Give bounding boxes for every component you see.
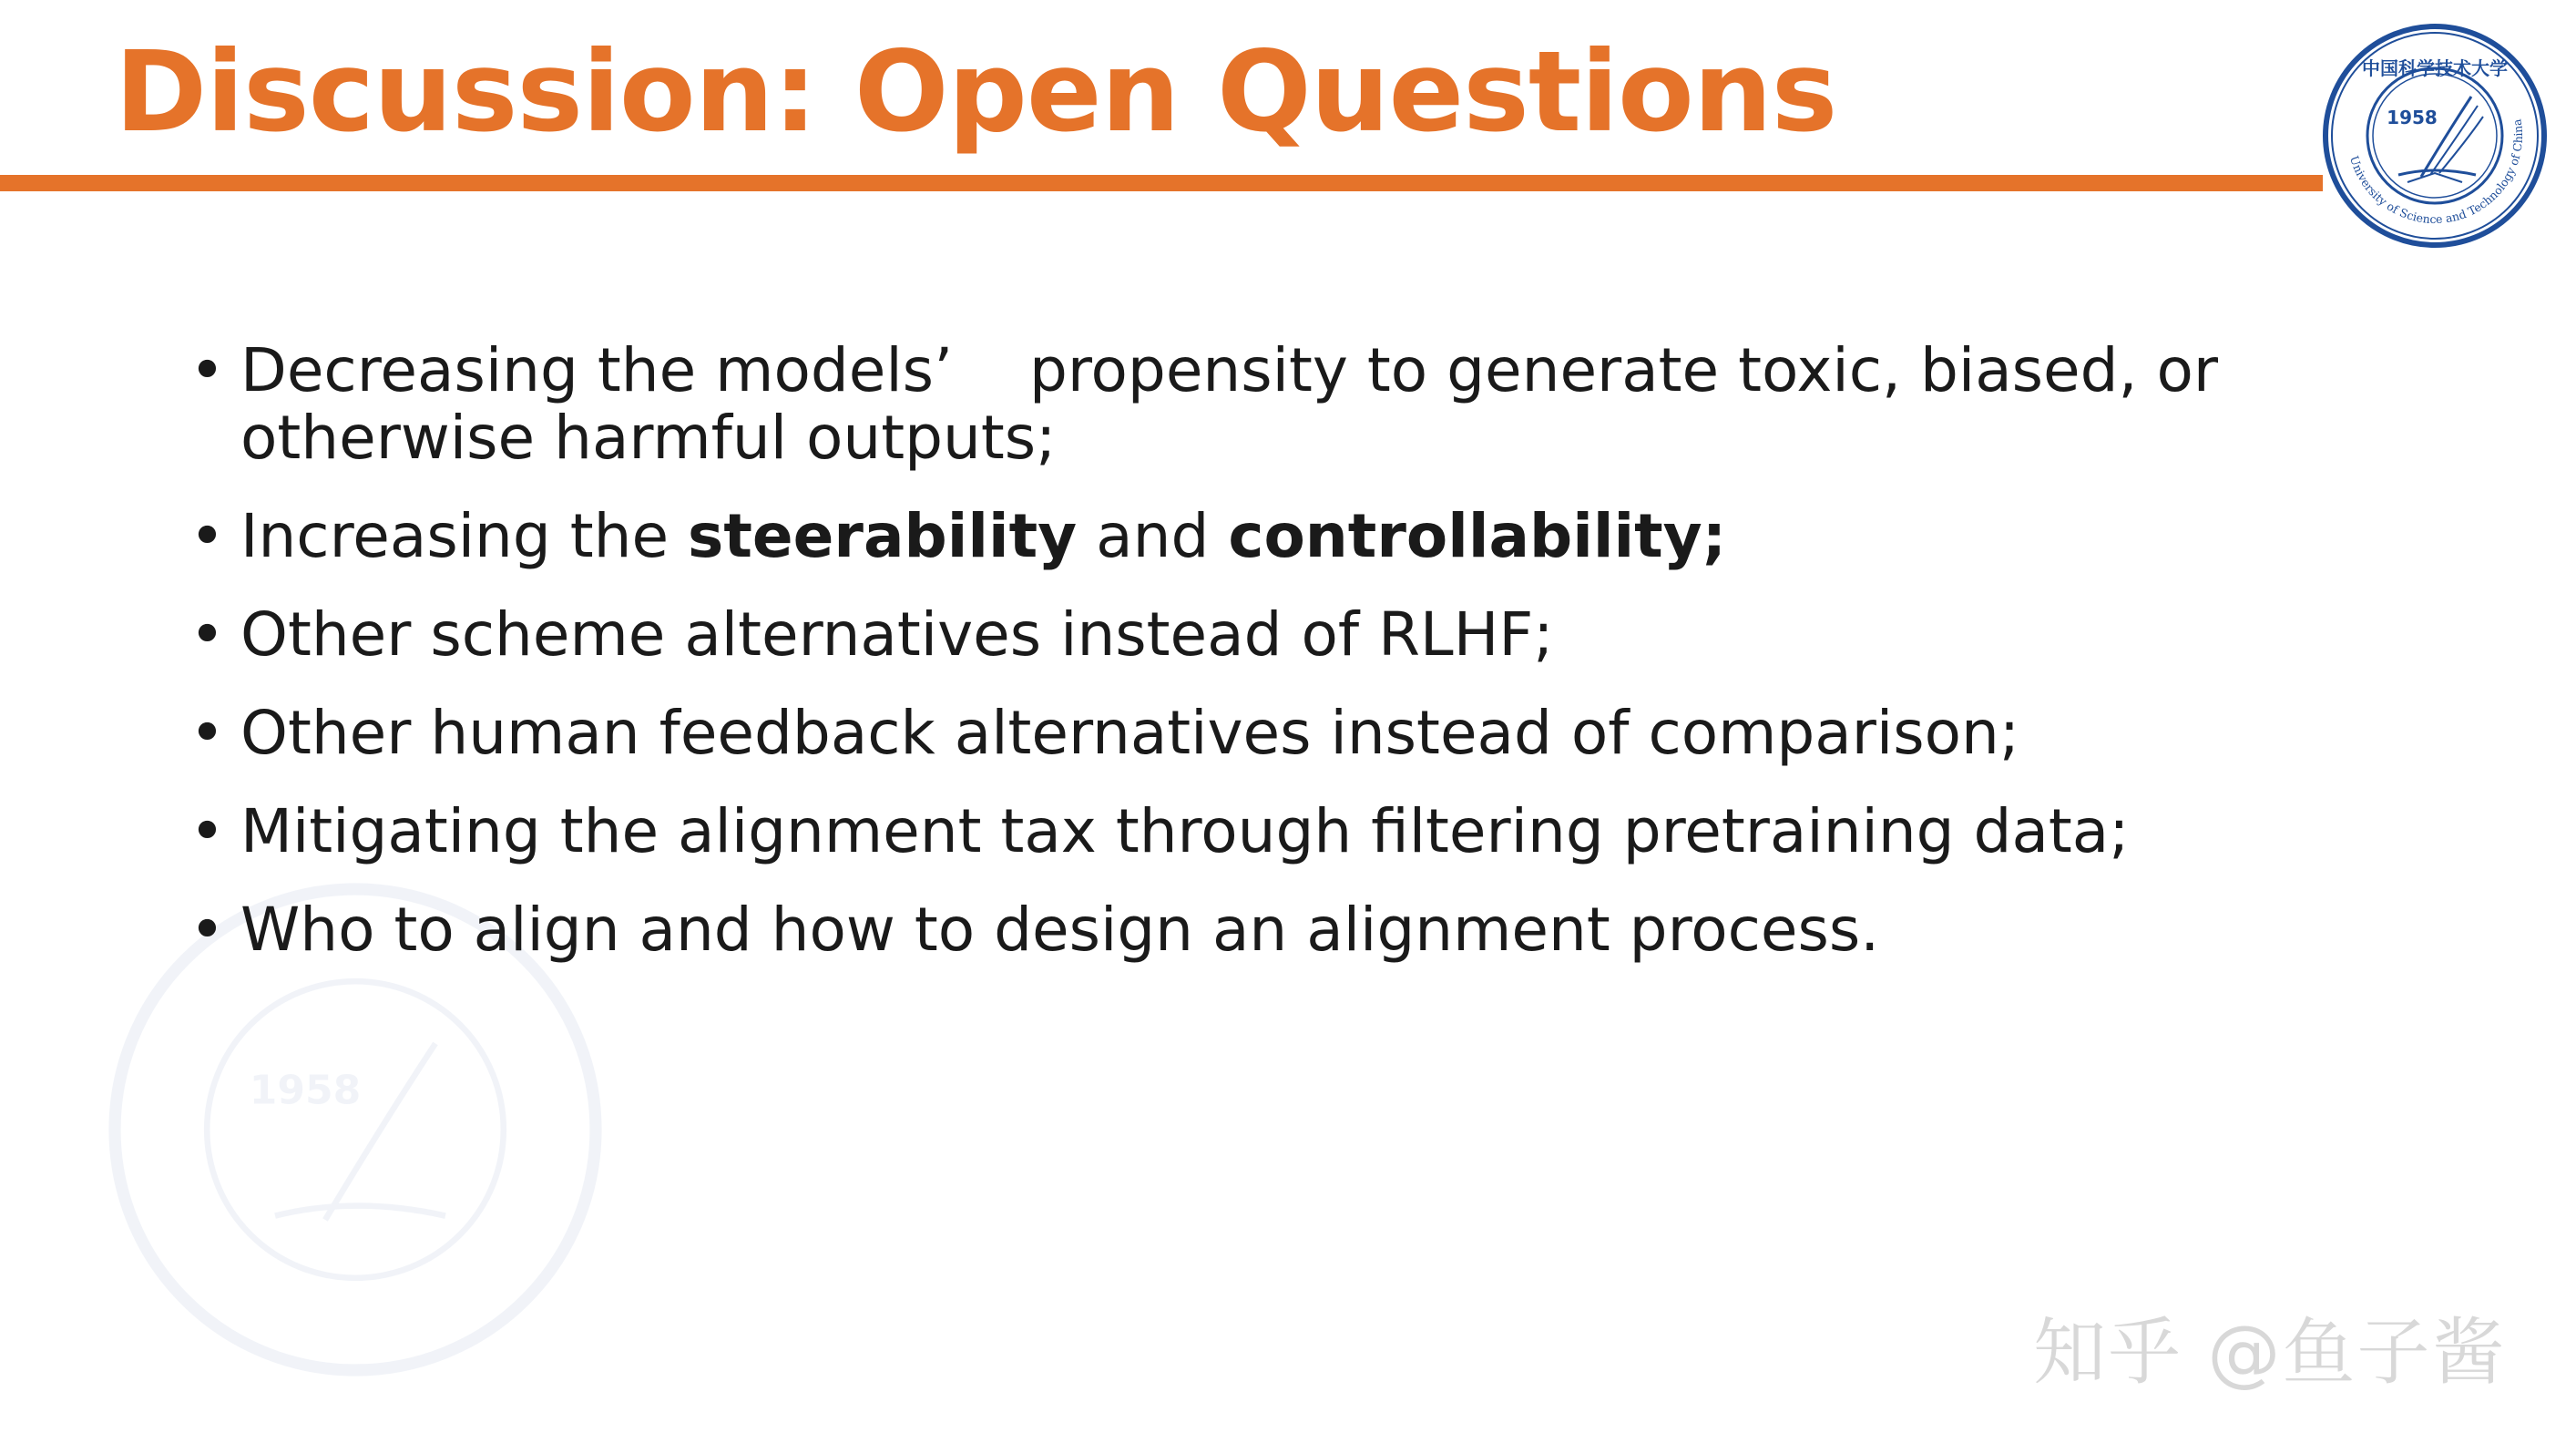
bullet-text: Decreasing the models’ propensity to generate toxic, biased, or otherwise harmful outputs; (240, 335, 2237, 473)
bullet-item (182, 337, 2423, 472)
slide-title: Discussion: Open Questions (115, 27, 1837, 157)
bullet-item (182, 896, 2423, 964)
seal-ring-text (2347, 118, 2525, 226)
bullet-text: Increasing the (240, 501, 689, 571)
bullet-item (182, 503, 2423, 570)
bullet-text: Other scheme alternatives instead of RLHF; (240, 599, 1554, 670)
seal-ring-text-path: University of Science and Technology of China (2346, 118, 2526, 227)
bullet-dot-icon: • (189, 335, 225, 405)
bullet-text: Mitigating the alignment tax through filtering pretraining data; (240, 796, 2130, 866)
bullet-text: Who to align and how to design an alignment process. (240, 895, 1880, 965)
bullet-text: and (1077, 501, 1229, 571)
zhihu-watermark: 知乎 @鱼子酱 (2033, 1310, 2507, 1395)
bullet-text-bold: steerability (688, 501, 1078, 571)
watermark-seal-year: 1958 (249, 1067, 362, 1114)
bullet-item (182, 601, 2423, 669)
university-seal-logo (2321, 22, 2549, 250)
seal-chinese-name: 中国科学技术大学 (2362, 57, 2508, 79)
bullet-dot-icon: • (189, 796, 225, 866)
bullet-item (182, 700, 2423, 767)
bullet-text: Other human feedback alternatives instead of comparison; (240, 698, 2020, 768)
bullet-item (182, 798, 2423, 865)
title-underline (0, 175, 2323, 191)
bullet-dot-icon: • (189, 895, 225, 965)
bullet-dot-icon: • (189, 698, 225, 768)
seal-year: 1958 (2387, 107, 2438, 128)
bullet-dot-icon: • (189, 501, 225, 571)
bullet-dot-icon: • (189, 599, 225, 670)
bullet-list (182, 337, 2423, 995)
bullet-text-bold: controllability; (1228, 501, 1727, 571)
